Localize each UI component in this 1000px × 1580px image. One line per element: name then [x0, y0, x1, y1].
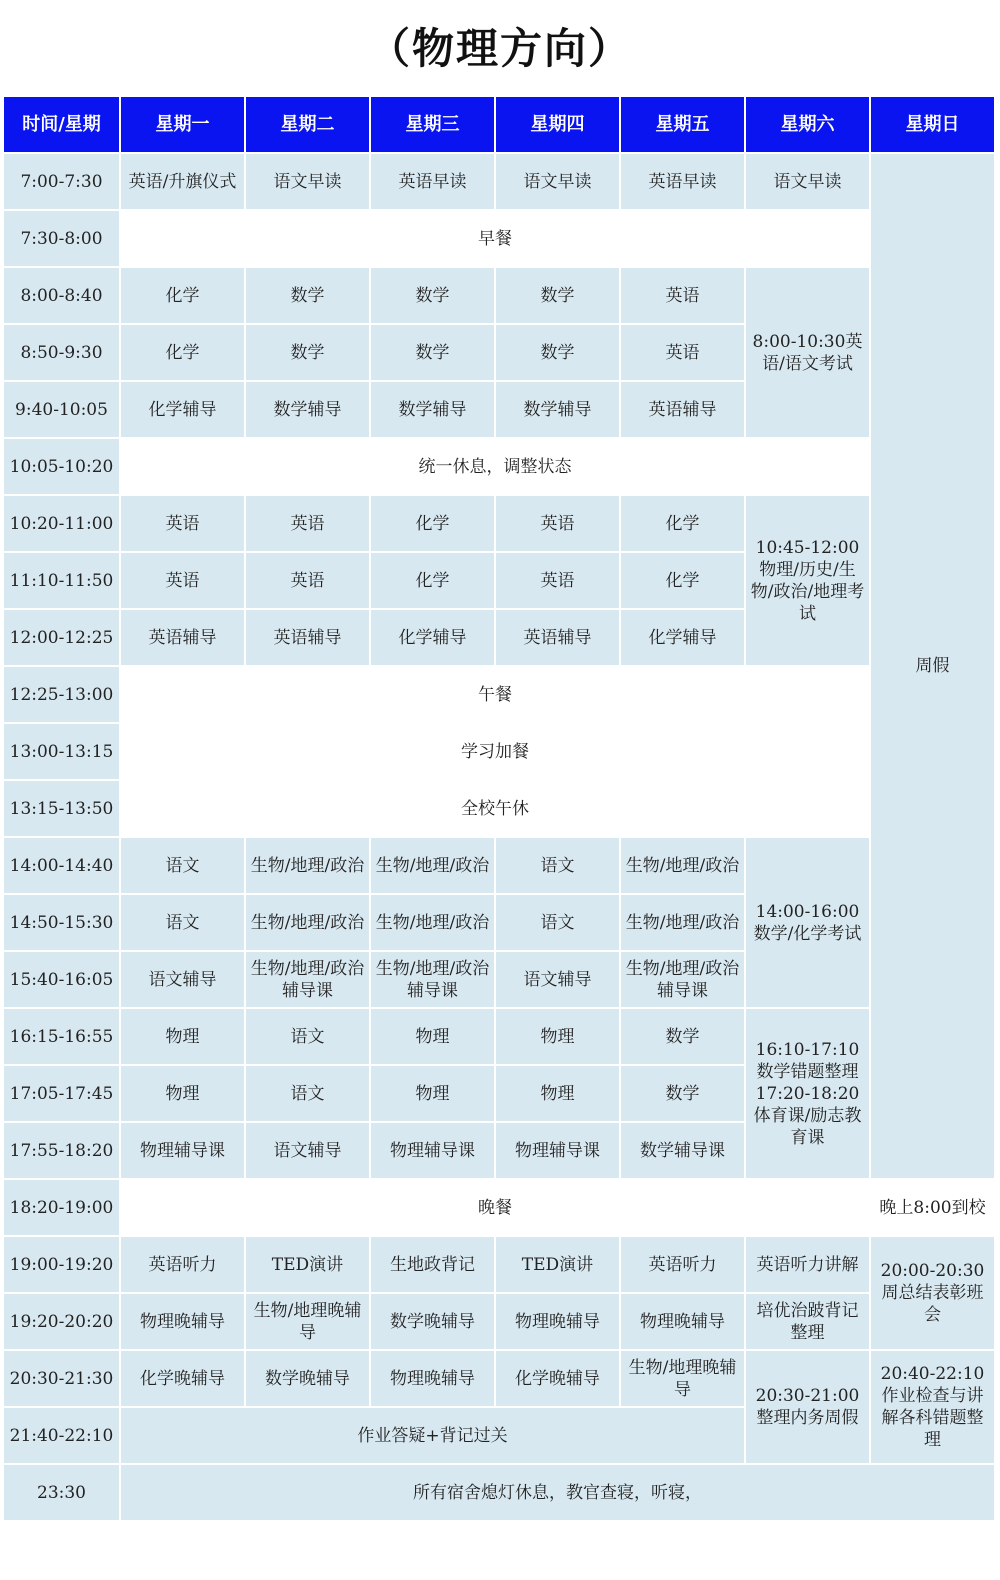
sunday-holiday-cell: 周假 — [870, 153, 995, 1179]
time-cell: 10:05-10:20 — [3, 438, 120, 495]
class-cell: 英语辅导 — [245, 609, 370, 666]
class-cell: 英语听力 — [120, 1236, 245, 1293]
class-cell: 语文 — [495, 894, 620, 951]
class-cell: 生物/地理/政治辅导课 — [370, 951, 495, 1008]
saturday-exam-cell: 14:00-16:00数学/化学考试 — [745, 837, 870, 1008]
class-cell: 语文 — [495, 837, 620, 894]
class-cell: 生物/地理/政治 — [620, 837, 745, 894]
time-cell: 14:00-14:40 — [3, 837, 120, 894]
saturday-exam-cell: 8:00-10:30英语/语文考试 — [745, 267, 870, 438]
class-cell: 物理 — [495, 1065, 620, 1122]
class-cell: 生物/地理/政治 — [370, 894, 495, 951]
class-cell: 数学辅导 — [495, 381, 620, 438]
table-row — [3, 267, 995, 324]
class-cell: 物理晚辅导 — [495, 1293, 620, 1350]
time-cell: 11:10-11:50 — [3, 552, 120, 609]
time-cell: 23:30 — [3, 1464, 120, 1521]
table-row — [3, 723, 995, 780]
class-cell: 数学辅导 — [370, 381, 495, 438]
header-row — [3, 96, 995, 153]
table-row — [3, 495, 995, 552]
class-cell: 语文 — [120, 837, 245, 894]
class-cell: 生物/地理/政治 — [620, 894, 745, 951]
header-tue: 星期二 — [245, 96, 370, 153]
class-cell: 物理辅导课 — [120, 1122, 245, 1179]
header-sat: 星期六 — [745, 96, 870, 153]
time-cell: 12:00-12:25 — [3, 609, 120, 666]
class-cell: 英语 — [245, 552, 370, 609]
class-cell: 英语 — [620, 324, 745, 381]
class-cell: 英语辅导 — [620, 381, 745, 438]
class-cell: 化学辅导 — [120, 381, 245, 438]
class-cell: 化学 — [620, 495, 745, 552]
time-cell: 21:40-22:10 — [3, 1407, 120, 1464]
class-cell: TED演讲 — [495, 1236, 620, 1293]
class-cell: 语文 — [245, 1008, 370, 1065]
class-cell: 生物/地理/政治 — [245, 837, 370, 894]
class-cell: TED演讲 — [245, 1236, 370, 1293]
class-cell: 化学 — [370, 552, 495, 609]
header-mon: 星期一 — [120, 96, 245, 153]
time-cell: 18:20-19:00 — [3, 1179, 120, 1236]
saturday-exam-cell: 10:45-12:00物理/历史/生物/政治/地理考试 — [745, 495, 870, 666]
saturday-activity-cell: 16:10-17:10数学错题整理17:20-18:20体育课/励志教育课 — [745, 1008, 870, 1179]
time-cell: 19:20-20:20 — [3, 1293, 120, 1350]
dinner-cell: 晚餐 — [120, 1179, 870, 1236]
lunch-cell: 午餐 — [120, 666, 870, 723]
class-cell: 物理晚辅导 — [370, 1350, 495, 1407]
class-cell: 英语 — [495, 552, 620, 609]
class-cell: 数学 — [370, 324, 495, 381]
class-cell: 生物/地理/政治 — [370, 837, 495, 894]
class-cell: 化学辅导 — [620, 609, 745, 666]
time-cell: 15:40-16:05 — [3, 951, 120, 1008]
table-row — [3, 666, 995, 723]
class-cell: 语文辅导 — [120, 951, 245, 1008]
class-cell: 生物/地理/政治辅导课 — [620, 951, 745, 1008]
header-thu: 星期四 — [495, 96, 620, 153]
table-row — [3, 1236, 995, 1293]
class-cell: 化学 — [120, 324, 245, 381]
time-cell: 12:25-13:00 — [3, 666, 120, 723]
table-row — [3, 837, 995, 894]
class-cell: 化学 — [370, 495, 495, 552]
class-cell: 生物/地理/政治 — [245, 894, 370, 951]
class-cell: 数学 — [620, 1008, 745, 1065]
class-cell: 语文 — [245, 1065, 370, 1122]
header-fri: 星期五 — [620, 96, 745, 153]
class-cell: 化学晚辅导 — [495, 1350, 620, 1407]
schedule-table — [2, 95, 996, 1522]
class-cell: 生物/地理/政治辅导课 — [245, 951, 370, 1008]
header-time: 时间/星期 — [3, 96, 120, 153]
time-cell: 10:20-11:00 — [3, 495, 120, 552]
class-cell: 数学辅导课 — [620, 1122, 745, 1179]
class-cell: 生地政背记 — [370, 1236, 495, 1293]
class-cell: 英语辅导 — [120, 609, 245, 666]
time-cell: 7:30-8:00 — [3, 210, 120, 267]
table-row — [3, 1464, 995, 1521]
breakfast-cell: 早餐 — [120, 210, 870, 267]
time-cell: 19:00-19:20 — [3, 1236, 120, 1293]
time-cell: 8:50-9:30 — [3, 324, 120, 381]
class-cell: 化学辅导 — [370, 609, 495, 666]
class-cell: 物理 — [370, 1065, 495, 1122]
class-cell: 数学 — [370, 267, 495, 324]
lights-out-cell: 所有宿舍熄灯休息，教官查寝，听寝， — [120, 1464, 995, 1521]
class-cell: 英语听力 — [620, 1236, 745, 1293]
class-cell: 语文早读 — [245, 153, 370, 210]
break-cell: 统一休息，调整状态 — [120, 438, 870, 495]
class-cell: 语文早读 — [745, 153, 870, 210]
study-meal-cell: 学习加餐 — [120, 723, 870, 780]
class-cell: 生物/地理晚辅导 — [620, 1350, 745, 1407]
homework-cell: 作业答疑+背记过关 — [120, 1407, 745, 1464]
table-row — [3, 780, 995, 837]
class-cell: 物理晚辅导 — [620, 1293, 745, 1350]
table-row — [3, 1350, 995, 1407]
class-cell: 化学 — [620, 552, 745, 609]
class-cell: 语文辅导 — [495, 951, 620, 1008]
class-cell: 英语辅导 — [495, 609, 620, 666]
nap-cell: 全校午休 — [120, 780, 870, 837]
class-cell: 数学 — [245, 324, 370, 381]
time-cell: 16:15-16:55 — [3, 1008, 120, 1065]
class-cell: 英语/升旗仪式 — [120, 153, 245, 210]
class-cell: 数学晚辅导 — [245, 1350, 370, 1407]
class-cell: 培优治跛背记整理 — [745, 1293, 870, 1350]
class-cell: 化学晚辅导 — [120, 1350, 245, 1407]
class-cell: 英语 — [245, 495, 370, 552]
class-cell: 物理 — [370, 1008, 495, 1065]
class-cell: 数学辅导 — [245, 381, 370, 438]
class-cell: 英语听力讲解 — [745, 1236, 870, 1293]
class-cell: 英语 — [120, 495, 245, 552]
class-cell: 英语早读 — [370, 153, 495, 210]
class-cell: 语文早读 — [495, 153, 620, 210]
class-cell: 物理 — [120, 1065, 245, 1122]
header-wed: 星期三 — [370, 96, 495, 153]
time-cell: 8:00-8:40 — [3, 267, 120, 324]
class-cell: 数学晚辅导 — [370, 1293, 495, 1350]
class-cell: 数学 — [495, 324, 620, 381]
time-cell: 13:15-13:50 — [3, 780, 120, 837]
time-cell: 9:40-10:05 — [3, 381, 120, 438]
class-cell: 英语 — [620, 267, 745, 324]
table-row — [3, 1179, 995, 1236]
sunday-return-cell: 晚上8:00到校 — [870, 1179, 995, 1236]
time-cell: 20:30-21:30 — [3, 1350, 120, 1407]
time-cell: 14:50-15:30 — [3, 894, 120, 951]
class-cell: 语文 — [120, 894, 245, 951]
table-row — [3, 438, 995, 495]
time-cell: 7:00-7:30 — [3, 153, 120, 210]
class-cell: 英语 — [120, 552, 245, 609]
class-cell: 物理辅导课 — [370, 1122, 495, 1179]
time-cell: 13:00-13:15 — [3, 723, 120, 780]
class-cell: 数学 — [620, 1065, 745, 1122]
class-cell: 数学 — [495, 267, 620, 324]
sunday-evening-cell: 20:40-22:10作业检查与讲解各科错题整理 — [870, 1350, 995, 1464]
saturday-evening-cell: 20:30-21:00整理内务周假 — [745, 1350, 870, 1464]
page-title: （物理方向） — [367, 24, 632, 73]
table-row — [3, 1008, 995, 1065]
class-cell: 化学 — [120, 267, 245, 324]
class-cell: 物理 — [120, 1008, 245, 1065]
table-row — [3, 153, 995, 210]
sunday-meeting-cell: 20:00-20:30周总结表彰班会 — [870, 1236, 995, 1350]
class-cell: 语文辅导 — [245, 1122, 370, 1179]
table-row — [3, 210, 995, 267]
class-cell: 数学 — [245, 267, 370, 324]
class-cell: 物理 — [495, 1008, 620, 1065]
table-row — [3, 1293, 995, 1350]
class-cell: 物理辅导课 — [495, 1122, 620, 1179]
time-cell: 17:05-17:45 — [3, 1065, 120, 1122]
class-cell: 物理晚辅导 — [120, 1293, 245, 1350]
time-cell: 17:55-18:20 — [3, 1122, 120, 1179]
class-cell: 英语早读 — [620, 153, 745, 210]
header-sun: 星期日 — [870, 96, 995, 153]
class-cell: 生物/地理晚辅导 — [245, 1293, 370, 1350]
class-cell: 英语 — [495, 495, 620, 552]
